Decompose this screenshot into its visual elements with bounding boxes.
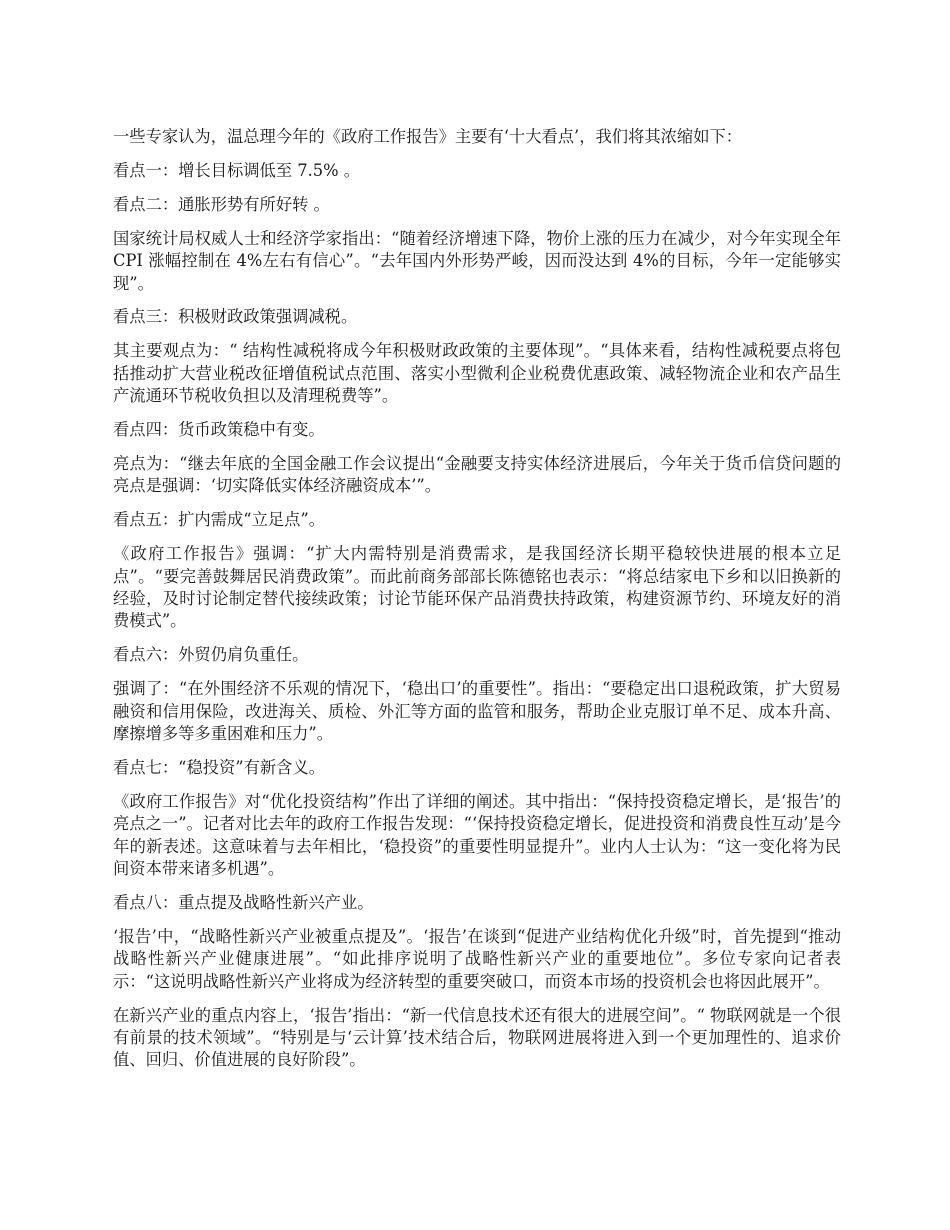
highlight-8-body: ‘报告’中，“战略性新兴产业被重点提及”。‘报告’在谈到“促进产业结构优化升级”时，首先提到“推动战略性新兴产业健康进展”。“如此排序说明了战略性新兴产业的重要地位”。多位专家向记者表示：“这说明战略性新兴产业将成为经济转型的重要突破口，而资本市场的投资机会也将因此展开”。 xyxy=(113,926,841,991)
highlight-3-heading: 看点三：积极财政政策强调减税。 xyxy=(113,307,358,327)
intro-paragraph: 一些专家认为，温总理今年的《政府工作报告》主要有‘十大看点’，我们将其浓缩如下： xyxy=(113,127,743,146)
highlight-3-body: 其主要观点为：“ 结构性减税将成今年积极财政政策的主要体现”。“具体来看，结构性减税要点将包括推动扩大营业税改征增值税试点范围、落实小型微利企业税费优惠政策、减轻物流企业和农产品生产流通环节税收负担以及清理税费等”。 xyxy=(113,341,841,406)
highlight-5-body: 《政府工作报告》强调：“扩大内需特别是消费需求，是我国经济长期平稳较快进展的根本立足点”。“要完善鼓舞居民消费政策”。而此前商务部部长陈德铭也表示：“将总结家电下乡和以旧换新的经验，及时讨论制定替代接续政策；讨论节能环保产品消费扶持政策，构建资源节约、环境友好的消费模式”。 xyxy=(113,544,841,631)
highlight-2-body: 国家统计局权威人士和经济学家指出：“随着经济增速下降，物价上涨的压力在减少，对今年实现全年 CPI 涨幅控制在 4%左右有信心”。“去年国内外形势严峻，因而没达到 4%的目标，今年一定能够实现”。 xyxy=(113,228,841,293)
highlight-8-heading: 看点八：重点提及战略性新兴产业。 xyxy=(113,892,374,912)
highlight-2-heading: 看点二：通胀形势有所好转 。 xyxy=(113,194,330,214)
highlight-8-body-continued: 在新兴产业的重点内容上，‘报告’指出：“新一代信息技术还有很大的进展空间”。“ 物联网就是一个很有前景的技术领域”。“特别是与‘云计算’技术结合后，物联网进展将进入到一个更加理性的、追求价值、回归、价值进展的良好阶段”。 xyxy=(113,1005,841,1070)
document-page xyxy=(113,126,841,1083)
highlight-4-body: 亮点为：“继去年底的全国金融工作会议提出“金融要支持实体经济进展后，今年关于货币信贷问题的亮点是强调：‘切实降低实体经济融资成本’”。 xyxy=(113,453,841,496)
highlight-6-heading: 看点六：外贸仍肩负重任。 xyxy=(113,645,309,665)
highlight-7-heading: 看点七：“稳投资”有新含义。 xyxy=(113,757,326,777)
highlight-4-heading: 看点四：货币政策稳中有变。 xyxy=(113,420,325,440)
highlight-1-heading: 看点一：增长目标调低至 7.5% 。 xyxy=(113,160,361,180)
highlight-6-body: 强调了：“在外围经济不乐观的情况下，‘稳出口’的重要性”。指出：“要稳定出口退税政策，扩大贸易融资和信用保险，改进海关、质检、外汇等方面的监管和服务，帮助企业克服订单不足、成本升高、摩擦增多等多重困难和压力”。 xyxy=(113,679,841,744)
highlight-5-heading: 看点五：扩内需成“立足点”。 xyxy=(113,510,326,530)
highlight-7-body: 《政府工作报告》对“优化投资结构”作出了详细的阐述。其中指出：“保持投资稳定增长，是‘报告’的亮点之一”。记者对比去年的政府工作报告发现：“‘保持投资稳定增长，促进投资和消费良性互动’是今年的新表述。这意味着与去年相比，‘稳投资”的重要性明显提升”。业内人士认为：“这一变化将为民间资本带来诸多机遇”。 xyxy=(113,791,841,879)
